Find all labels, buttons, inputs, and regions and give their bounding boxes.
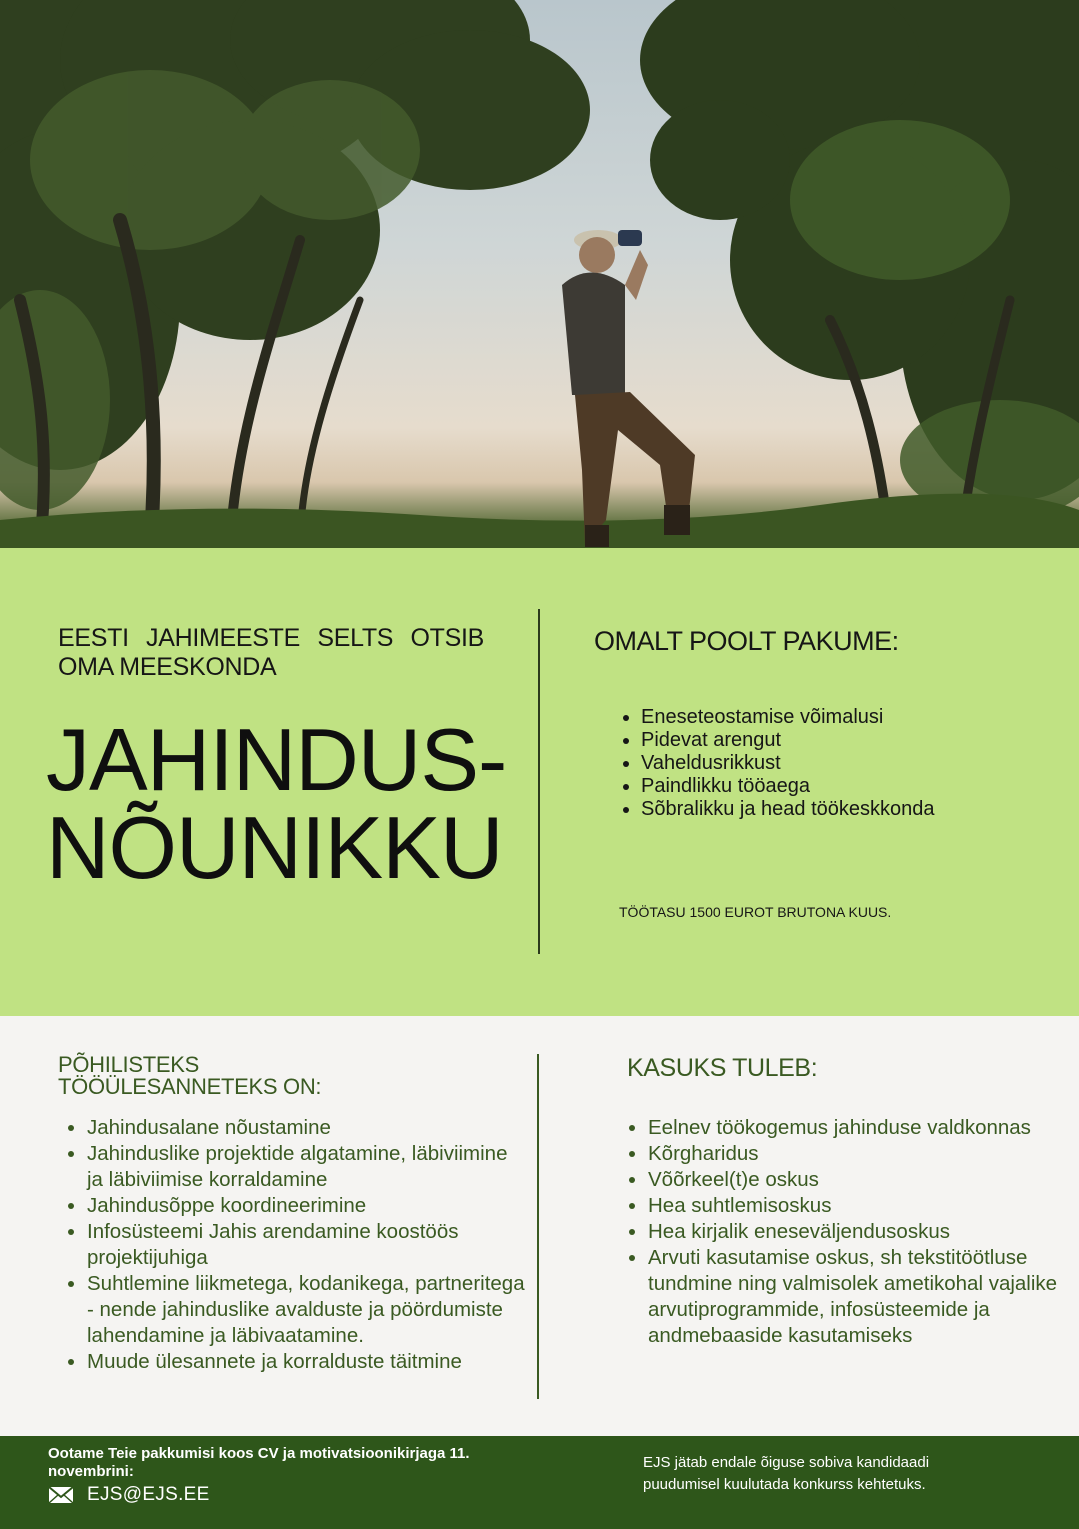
list-item: • Infosüsteemi Jahis arendamine koostöös projektijuhiga bbox=[87, 1219, 527, 1271]
job-title-line-1: JAHINDUS- bbox=[46, 710, 507, 809]
list-item: • Eelnev töökogemus jahinduse valdkonnas bbox=[648, 1115, 1058, 1141]
list-item: • Hea kirjalik eneseväljendusoskus bbox=[648, 1219, 1058, 1245]
list-item: • Arvuti kasutamise oskus, sh tekstitöötluse tundmine ning valmisolek ametikohal vajalike arvutiprogrammide, infosüsteemide ja andmebaaside kasutamiseks bbox=[648, 1245, 1058, 1349]
email-row[interactable] bbox=[48, 1484, 210, 1506]
hero-photo bbox=[0, 0, 1079, 548]
list-item: • Võõrkeel(t)e oskus bbox=[648, 1167, 1058, 1193]
job-title-line-2: NÕUNIKKU bbox=[46, 798, 503, 897]
list-item: • Pidevat arengut bbox=[641, 729, 961, 752]
list-item: • Jahindusõppe koordineerimine bbox=[87, 1193, 527, 1219]
footer bbox=[0, 1436, 1079, 1529]
bonus-title: KASUKS TULEB: bbox=[627, 1054, 818, 1082]
vertical-divider bbox=[537, 1054, 539, 1399]
list-item: • Suhtlemine liikmetega, kodanikega, partneritega - nende jahinduslike avalduste ja pöördumiste lahendamine ja läbivaatamine. bbox=[87, 1271, 527, 1349]
list-item: • Jahinduslike projektide algatamine, läbiviimine ja läbiviimise korraldamine bbox=[87, 1141, 527, 1193]
man-with-binoculars bbox=[562, 230, 695, 547]
green-section bbox=[0, 548, 1079, 1016]
offer-title: OMALT POOLT PAKUME: bbox=[594, 626, 899, 656]
offer-list bbox=[614, 706, 961, 821]
bonus-list bbox=[622, 1115, 1058, 1349]
list-item: • Muude ülesannete ja korralduste täitmine bbox=[87, 1349, 527, 1375]
list-item: • Eneseteostamise võimalusi bbox=[641, 706, 961, 729]
intro-text: EESTI JAHIMEESTE SELTS OTSIB OMA MEESKONDA bbox=[58, 624, 484, 681]
envelope-icon bbox=[48, 1486, 74, 1504]
list-item: • Jahindusalane nõustamine bbox=[87, 1115, 527, 1141]
email-link[interactable]: EJS@EJS.EE bbox=[87, 1484, 210, 1505]
list-item: • Sõbralikku ja head töökeskkonda bbox=[641, 798, 961, 821]
details-section bbox=[0, 1016, 1079, 1436]
job-title bbox=[46, 710, 536, 897]
vertical-divider bbox=[538, 609, 540, 954]
hero-illustration bbox=[0, 0, 1079, 548]
salary-note: TÖÖTASU 1500 EUROT BRUTONA KUUS. bbox=[619, 904, 892, 920]
tasks-title: PÕHILISTEKS TÖÖÜLESANNETEKS ON: bbox=[58, 1052, 322, 1099]
list-item: • Paindlikku tööaega bbox=[641, 775, 961, 798]
list-item: • Hea suhtlemisoskus bbox=[648, 1193, 1058, 1219]
list-item: • Vaheldusrikkust bbox=[641, 752, 961, 775]
list-item: • Kõrgharidus bbox=[648, 1141, 1058, 1167]
tasks-list bbox=[62, 1115, 527, 1375]
call-to-action: Ootame Teie pakkumisi koos CV ja motivatsioonikirjaga 11. novembrini: bbox=[48, 1445, 470, 1480]
disclaimer: EJS jätab endale õiguse sobiva kandidaadi puudumisel kuulutada konkurss kehtetuks. bbox=[643, 1454, 930, 1493]
